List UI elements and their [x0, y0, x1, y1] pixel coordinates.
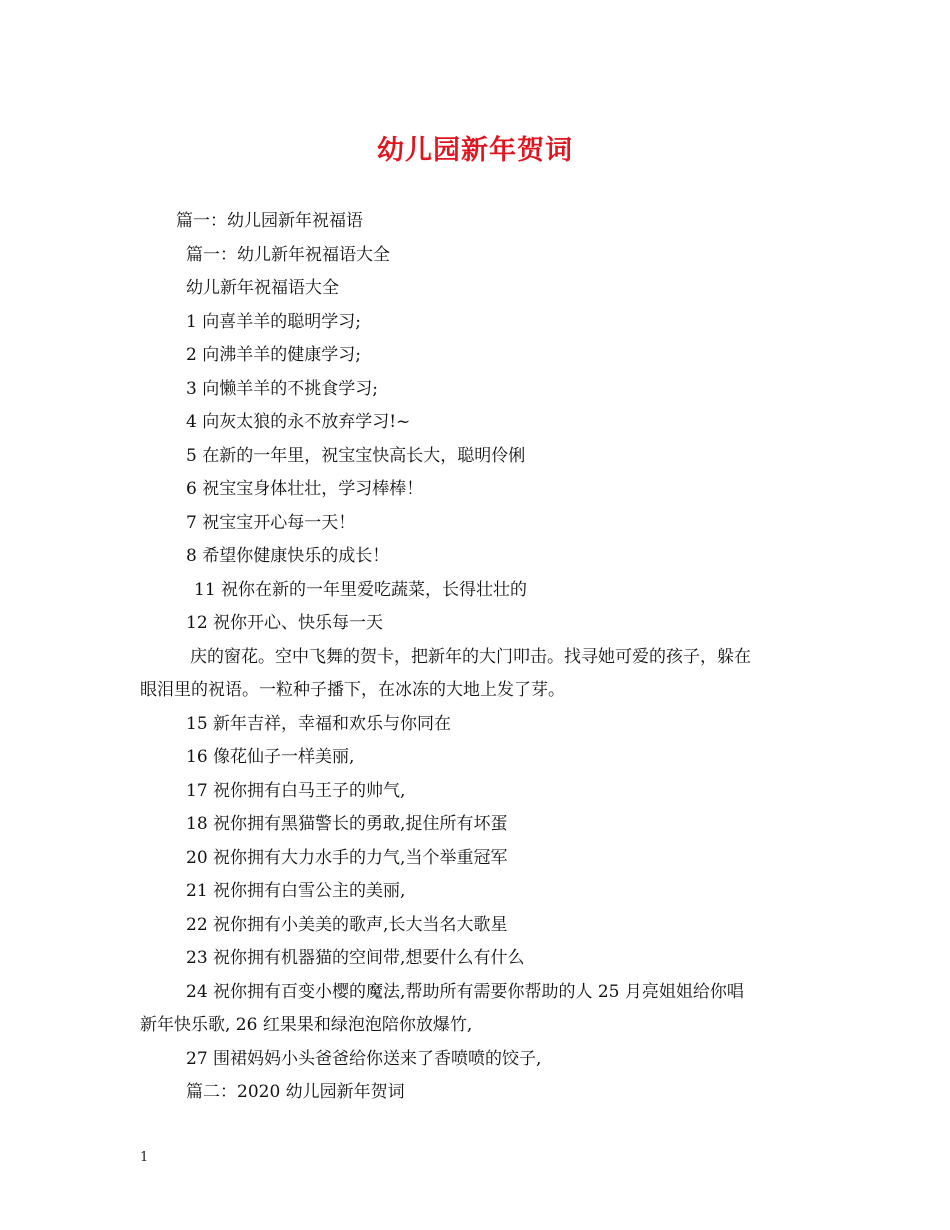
- text-line: 2 向沸羊羊的健康学习;: [186, 345, 361, 365]
- text-line: 21 祝你拥有白雪公主的美丽,: [186, 881, 406, 901]
- text-line: 篇一：幼儿新年祝福语大全: [186, 244, 390, 265]
- text-line: 4 向灰太狼的永不放弃学习!~: [186, 412, 411, 432]
- text-line: 1 向喜羊羊的聪明学习;: [186, 311, 361, 332]
- text-line: 8 希望你健康快乐的成长！: [186, 546, 390, 566]
- text-line: 20 祝你拥有大力水手的力气,当个举重冠军: [186, 847, 508, 868]
- document-body: [140, 205, 820, 1110]
- text-line: 7 祝宝宝开心每一天！: [186, 512, 356, 533]
- text-line: 15 新年吉祥，幸福和欢乐与你同在: [186, 713, 452, 734]
- text-line: 3 向懒羊羊的不挑食学习;: [186, 378, 378, 399]
- page-title: 幼儿园新年贺词: [377, 135, 573, 166]
- text-line: 18 祝你拥有黑猫警长的勇敢,捉住所有坏蛋: [186, 814, 508, 834]
- text-line: 27 围裙妈妈小头爸爸给你送来了香喷喷的饺子,: [186, 1048, 542, 1069]
- text-line: 眼泪里的祝语。一粒种子播下，在冰冻的大地上发了芽。: [140, 680, 565, 700]
- text-line: 17 祝你拥有白马王子的帅气,: [186, 780, 406, 801]
- text-line: 24 祝你拥有百变小樱的魔法,帮助所有需要你帮助的人 25 月亮姐姐给你唱: [186, 981, 744, 1002]
- text-line: 22 祝你拥有小美美的歌声,长大当名大歌星: [186, 914, 508, 935]
- text-line: 23 祝你拥有机器猫的空间带,想要什么有什么: [186, 948, 525, 968]
- text-line: 6 祝宝宝身体壮壮，学习棒棒！: [186, 479, 424, 499]
- text-line: 庆的窗花。空中飞舞的贺卡，把新年的大门叩击。找寻她可爱的孩子，躲在: [190, 646, 751, 667]
- text-line: 16 像花仙子一样美丽,: [186, 747, 355, 767]
- text-line: 11 祝你在新的一年里爱吃蔬菜，长得壮壮的: [194, 579, 528, 600]
- text-line: 篇二：2020 幼儿园新年贺词: [186, 1082, 405, 1102]
- text-line: 篇一：幼儿园新年祝福语: [176, 211, 363, 231]
- page-number: 1: [140, 1150, 149, 1165]
- text-line: 新年快乐歌, 26 红果果和绿泡泡陪你放爆竹,: [140, 1015, 473, 1035]
- text-line: 12 祝你开心、快乐每一天: [186, 613, 384, 633]
- text-line: 幼儿新年祝福语大全: [186, 278, 339, 298]
- text-line: 5 在新的一年里，祝宝宝快高长大，聪明伶俐: [186, 445, 526, 466]
